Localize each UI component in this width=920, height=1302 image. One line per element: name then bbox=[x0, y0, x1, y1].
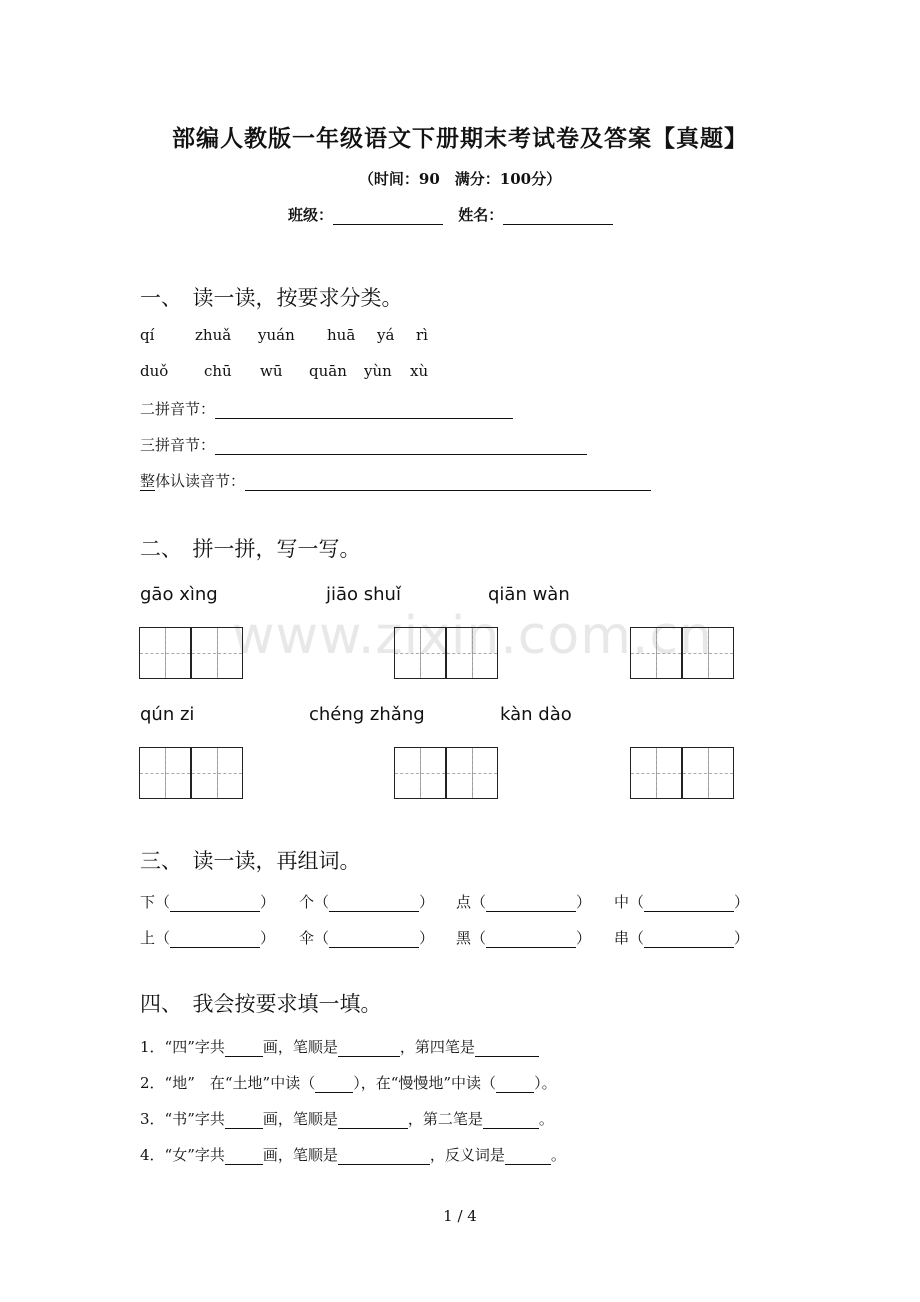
time-score-note: （时间：90 满分：100分） bbox=[358, 170, 562, 188]
word-build-blank[interactable] bbox=[170, 933, 260, 948]
class-label: 班级： bbox=[288, 206, 334, 224]
three-pinyin-label: 三拼音节： bbox=[140, 436, 216, 454]
q4-blank-order[interactable] bbox=[338, 1150, 430, 1165]
question-3 bbox=[140, 1108, 554, 1129]
whole-syllable-blank[interactable] bbox=[245, 476, 651, 491]
q3-text: ，第二笔是 bbox=[407, 1110, 483, 1128]
q1-blank-strokes[interactable] bbox=[225, 1042, 263, 1057]
three-pinyin-line bbox=[140, 434, 587, 455]
word-build-item: 上（ ） bbox=[140, 929, 276, 947]
q1-blank-fourth[interactable] bbox=[475, 1042, 539, 1057]
word-build-blank[interactable] bbox=[644, 933, 734, 948]
q3-text: 。 bbox=[538, 1110, 554, 1128]
writing-grid-cell[interactable] bbox=[446, 747, 498, 799]
word-build-item: 串（ ） bbox=[614, 929, 750, 947]
word-build-blank[interactable] bbox=[644, 897, 734, 912]
writing-grid-cell[interactable] bbox=[394, 747, 446, 799]
word-build-char: 点 bbox=[456, 893, 472, 911]
pinyin-row1-item: yá bbox=[377, 326, 395, 344]
page-title: 部编人教版一年级语文下册期末考试卷及答案【真题】 bbox=[172, 125, 748, 152]
word-build-char: 串 bbox=[614, 929, 630, 947]
writing-grid-cell[interactable] bbox=[630, 627, 682, 679]
question-4 bbox=[140, 1144, 566, 1165]
name-blank[interactable] bbox=[503, 210, 613, 225]
section3-heading: 三、 读一读，再组词。 bbox=[140, 849, 361, 873]
q4-text: 画，笔顺是 bbox=[262, 1146, 338, 1164]
two-pinyin-label: 二拼音节： bbox=[140, 400, 216, 418]
q1-text: ，第四笔是 bbox=[399, 1038, 475, 1056]
q4-blank-antonym[interactable] bbox=[505, 1150, 551, 1165]
writing-grid-cell[interactable] bbox=[630, 747, 682, 799]
pinyin-row1-item: rì bbox=[416, 326, 428, 344]
writing-grid-cell[interactable] bbox=[446, 627, 498, 679]
pinyin-row1-item: qí bbox=[140, 326, 155, 344]
section4-heading: 四、 我会按要求填一填。 bbox=[140, 992, 382, 1016]
student-info-line bbox=[288, 204, 613, 225]
pinyin-row2-item: wū bbox=[260, 362, 283, 380]
q1-blank-order[interactable] bbox=[338, 1042, 400, 1057]
word-build-item: 伞（ ） bbox=[299, 929, 435, 947]
word-build-blank[interactable] bbox=[170, 897, 260, 912]
word-build-item: 个（ ） bbox=[299, 893, 435, 911]
pinyin-row2-item: chū bbox=[204, 362, 232, 380]
question-2 bbox=[140, 1072, 557, 1093]
pinyin-prompt: kàn dào bbox=[500, 704, 572, 725]
pinyin-row1-item: huā bbox=[327, 326, 356, 344]
word-build-blank[interactable] bbox=[486, 897, 576, 912]
writing-grid-cell[interactable] bbox=[682, 747, 734, 799]
word-build-blank[interactable] bbox=[329, 897, 419, 912]
class-blank[interactable] bbox=[333, 210, 443, 225]
writing-grid-cell[interactable] bbox=[682, 627, 734, 679]
section1-heading: 一、 读一读，按要求分类。 bbox=[140, 286, 403, 310]
writing-grid-cell[interactable] bbox=[139, 627, 191, 679]
q4-blank-strokes[interactable] bbox=[225, 1150, 263, 1165]
word-build-char: 个 bbox=[299, 893, 315, 911]
pinyin-prompt: chéng zhǎng bbox=[309, 704, 425, 725]
q1-text: 画，笔顺是 bbox=[262, 1038, 338, 1056]
q2-text: 2．“地” 在“土地”中读（ bbox=[140, 1074, 316, 1092]
q3-blank-order[interactable] bbox=[338, 1114, 408, 1129]
writing-grid-cell[interactable] bbox=[394, 627, 446, 679]
q2-blank-1[interactable] bbox=[315, 1078, 353, 1093]
pinyin-row1-item: yuán bbox=[258, 326, 295, 344]
pinyin-row2-item: duǒ bbox=[140, 362, 169, 380]
word-build-item: 黑（ ） bbox=[456, 929, 592, 947]
two-pinyin-line bbox=[140, 398, 513, 419]
section2-heading: 二、 拼一拼，写一写。 bbox=[140, 537, 361, 561]
word-build-blank[interactable] bbox=[486, 933, 576, 948]
pinyin-prompt: qún zi bbox=[140, 704, 195, 725]
pinyin-prompt: jiāo shuǐ bbox=[326, 584, 401, 605]
q4-text: 4．“女”字共 bbox=[140, 1146, 225, 1164]
name-label: 姓名： bbox=[458, 206, 504, 224]
word-build-char: 伞 bbox=[299, 929, 315, 947]
q4-text: ，反义词是 bbox=[429, 1146, 505, 1164]
q2-blank-2[interactable] bbox=[496, 1078, 534, 1093]
pinyin-row2-item: xù bbox=[410, 362, 429, 380]
q3-text: 画，笔顺是 bbox=[262, 1110, 338, 1128]
three-pinyin-blank[interactable] bbox=[215, 440, 587, 455]
writing-grid-cell[interactable] bbox=[191, 747, 243, 799]
word-build-char: 上 bbox=[140, 929, 156, 947]
q3-text: 3．“书”字共 bbox=[140, 1110, 225, 1128]
word-build-item: 下（ ） bbox=[140, 893, 276, 911]
pinyin-prompt: gāo xìng bbox=[140, 584, 218, 605]
whole-prefix: 整 bbox=[140, 472, 156, 490]
whole-syllable-line bbox=[140, 470, 651, 491]
two-pinyin-blank[interactable] bbox=[215, 404, 513, 419]
word-build-item: 中（ ） bbox=[614, 893, 750, 911]
word-build-char: 中 bbox=[614, 893, 630, 911]
page-number: 1 / 4 bbox=[443, 1207, 477, 1225]
word-build-blank[interactable] bbox=[329, 933, 419, 948]
word-build-item: 点（ ） bbox=[456, 893, 592, 911]
pinyin-row2-item: quān bbox=[309, 362, 347, 380]
q1-text: 1．“四”字共 bbox=[140, 1038, 225, 1056]
pinyin-prompt: qiān wàn bbox=[488, 584, 570, 605]
word-build-char: 下 bbox=[140, 893, 156, 911]
writing-grid-cell[interactable] bbox=[139, 747, 191, 799]
q2-text: ），在“慢慢地”中读（ bbox=[353, 1074, 497, 1092]
pinyin-row2-item: yùn bbox=[364, 362, 392, 380]
q2-text: ）。 bbox=[534, 1074, 557, 1092]
q3-blank-second[interactable] bbox=[483, 1114, 539, 1129]
pinyin-row1-item: zhuǎ bbox=[195, 326, 232, 344]
whole-syllable-label: 体认读音节： bbox=[155, 472, 246, 490]
q3-blank-strokes[interactable] bbox=[225, 1114, 263, 1129]
word-build-char: 黑 bbox=[456, 929, 472, 947]
q4-text: 。 bbox=[550, 1146, 566, 1164]
writing-grid-cell[interactable] bbox=[191, 627, 243, 679]
question-1 bbox=[140, 1036, 539, 1057]
